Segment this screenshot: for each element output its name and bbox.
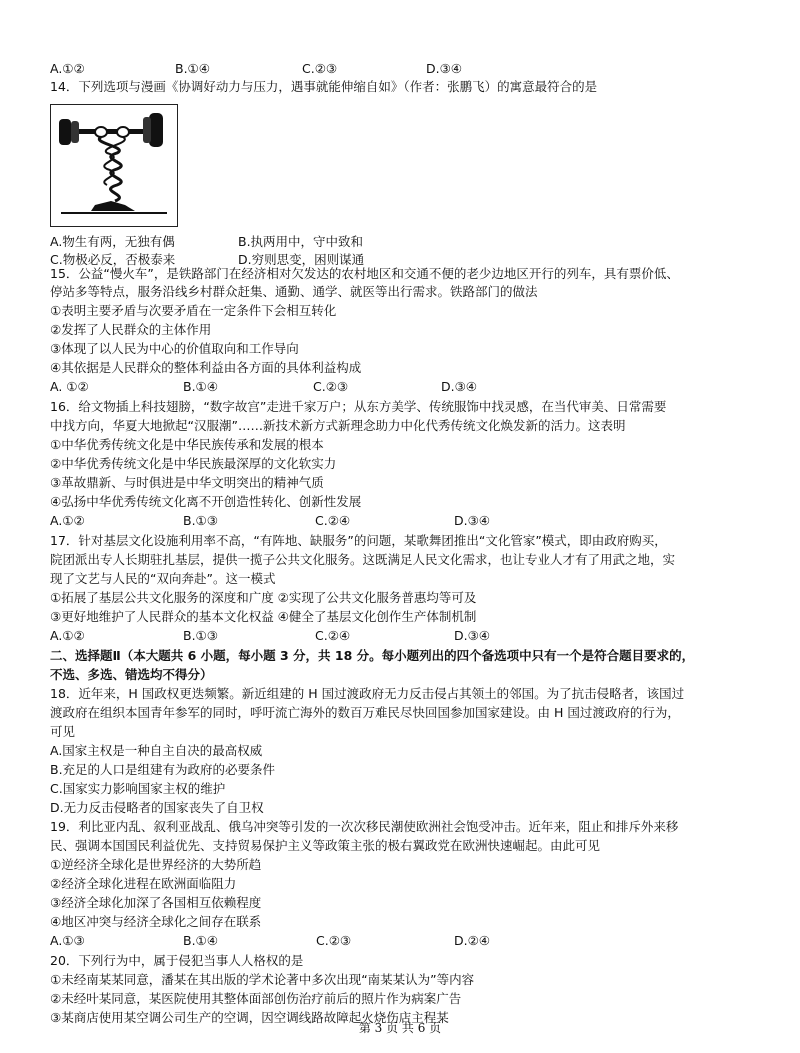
page-footer: 第 3 页 共 6 页	[358, 1021, 442, 1035]
text-line-q16-a: ①中华优秀传统文化是中华民族传承和发展的根本	[50, 437, 324, 452]
text-line-q15-a: ①表明主要矛盾与次要矛盾在一定条件下会相互转化	[50, 303, 337, 318]
text-line-q19-d: ④地区冲突与经济全球化之间存在联系	[50, 914, 262, 929]
text-line-q18-c: C.国家实力影响国家主权的维护	[50, 781, 226, 796]
text-line-q17-ab: ①拓展了基层公共文化服务的深度和广度 ②实现了公共文化服务普惠均等可及	[50, 590, 477, 605]
text-line-q19-b: ②经济全球化进程在欧洲面临阻力	[50, 876, 237, 891]
text-line-q16-1: 16．给文物插上科技翅膀，“数字故宫”走进千家万户；从东方美学、传统服饰中找灵感，在当代审美、日常需要	[50, 399, 667, 414]
options-q19-opts	[50, 932, 750, 950]
option-item: C.②④	[315, 628, 351, 643]
option-item: D.③④	[441, 379, 478, 394]
text-line-q15-c: ③体现了以人民为中心的价值取向和工作导向	[50, 341, 299, 356]
text-line-sec2-1: 二、选择题Ⅱ（本大题共 6 小题，每小题 3 分，共 18 分。每小题列出的四个备选项中只有一个是符合题目要求的，	[50, 648, 695, 663]
option-item: C.物极必反，否极泰来	[50, 252, 176, 267]
text-line-q20-b: ②未经叶某同意，某医院使用其整体面部创伤治疗前后的照片作为病案广告	[50, 991, 462, 1006]
text-line-q16-b: ②中华优秀传统文化是中华民族最深厚的文化软实力	[50, 456, 337, 471]
options-q16-opts	[50, 512, 750, 530]
text-line-q17-2: 院团派出专人长期驻扎基层，提供一揽子公共文化服务。这既满足人民文化需求，也让专业人才有了用武之地，实	[50, 552, 676, 567]
text-line-q18-1: 18．近年来，H 国政权更迭频繁。新近组建的 H 国过渡政府无力反击侵占其领土的邻国。为了抗击侵略者，该国过	[50, 686, 685, 701]
text-line-q20-1: 20．下列行为中，属于侵犯当事人人格权的是	[50, 953, 304, 968]
text-line-q18-3: 可见	[50, 724, 76, 739]
options-q14-opts-2	[50, 251, 750, 269]
option-item: B.①④	[175, 61, 210, 76]
text-line-q17-3: 现了文艺与人民的“双向奔赴”。这一模式	[50, 571, 276, 586]
option-item: D.②④	[454, 933, 491, 948]
text-line-q19-1: 19．利比亚内乱、叙利亚战乱、俄乌冲突等引发的一次次移民潮使欧洲社会饱受冲击。近年来，阻止和排斥外来移	[50, 819, 679, 834]
text-line-q16-c: ③革故鼎新、与时俱进是中华文明突出的精神气质	[50, 475, 324, 490]
text-line-q19-c: ③经济全球化加深了各国相互依赖程度	[50, 895, 262, 910]
text-line-q16-2: 中找方向，华夏大地掀起“汉服潮”……新技术新方式新理念助力中化代秀传统文化焕发新的活力。这表明	[50, 418, 626, 433]
text-line-q17-1: 17．针对基层文化设施利用率不高，“有阵地、缺服务”的问题，某歌舞团推出“文化管家”模式，即由政府购买，	[50, 533, 667, 548]
text-line-q18-b: B.充足的人口是组建有为政府的必要条件	[50, 762, 276, 777]
option-item: B.执两用中，守中致和	[238, 234, 364, 249]
options-q17-opts	[50, 627, 750, 645]
option-item: B.①③	[183, 628, 218, 643]
text-line-q18-2: 渡政府在组织本国青年参军的同时，呼吁流亡海外的数百万难民尽快回国参加国家建设。由 H 国过渡政府的行为，	[50, 705, 680, 720]
option-item: C.②③	[313, 379, 349, 394]
option-item: A.①③	[50, 933, 85, 948]
text-line-sec2-2: 不选、多选、错选均不得分）	[50, 667, 213, 682]
text-line-q15-b: ②发挥了人民群众的主体作用	[50, 322, 212, 337]
option-item: D.③④	[454, 628, 491, 643]
text-line-q15-2: 停站多等特点，服务沿线乡村群众赶集、通勤、通学、就医等出行需求。铁路部门的做法	[50, 284, 538, 299]
text-line-q18-a: A.国家主权是一种自主自决的最高权威	[50, 743, 263, 758]
option-item: A.①②	[50, 513, 85, 528]
option-item: B.①④	[183, 933, 218, 948]
text-line-q14-stem: 14．下列选项与漫画《协调好动力与压力，遇事就能伸缩自如》（作者：张鹏飞）的寓意最符合的是	[50, 79, 598, 94]
text-line-q20-c: ③某商店使用某空调公司生产的空调，因空调线路故障起火烧伤店主程某	[50, 1010, 449, 1025]
text-line-q16-d: ④弘扬中华优秀传统文化离不开创造性转化、创新性发展	[50, 494, 362, 509]
option-item: A.①②	[50, 61, 85, 76]
option-item: D.③④	[426, 61, 463, 76]
text-line-q15-1: 15．公益“慢火车”，是铁路部门在经济相对欠发达的农村地区和交通不便的老少边地区开行的列车，具有票价低、	[50, 266, 679, 281]
option-item: B.①③	[183, 513, 218, 528]
text-line-q17-cd: ③更好地维护了人民群众的基本文化权益 ④健全了基层文化创作生产体制机制	[50, 609, 477, 624]
option-item: A. ①②	[50, 379, 89, 394]
dumbbell-spring-cartoon-icon	[50, 104, 178, 227]
options-q15-opts	[50, 378, 750, 396]
options-q13-opts	[50, 60, 750, 78]
text-line-q18-d: D.无力反击侵略者的国家丧失了自卫权	[50, 800, 264, 815]
option-item: B.①④	[183, 379, 218, 394]
text-line-q19-a: ①逆经济全球化是世界经济的大势所趋	[50, 857, 262, 872]
option-item: D.穷则思变，困则谋通	[238, 252, 365, 267]
option-item: C.②③	[316, 933, 352, 948]
option-item: C.②③	[302, 61, 338, 76]
option-item: A.①②	[50, 628, 85, 643]
text-line-q15-d: ④其依据是人民群众的整体利益由各方面的具体利益构成	[50, 360, 362, 375]
text-line-q19-2: 民、强调本国国民利益优先、支持贸易保护主义等政策主张的极右翼政党在欧洲快速崛起。由此可见	[50, 838, 601, 853]
option-item: D.③④	[454, 513, 491, 528]
option-item: A.物生有两，无独有偶	[50, 234, 175, 249]
options-q14-opts-1	[50, 233, 750, 251]
option-item: C.②④	[315, 513, 351, 528]
text-line-q20-a: ①未经南某某同意，潘某在其出版的学术论著中多次出现“南某某认为”等内容	[50, 972, 475, 987]
